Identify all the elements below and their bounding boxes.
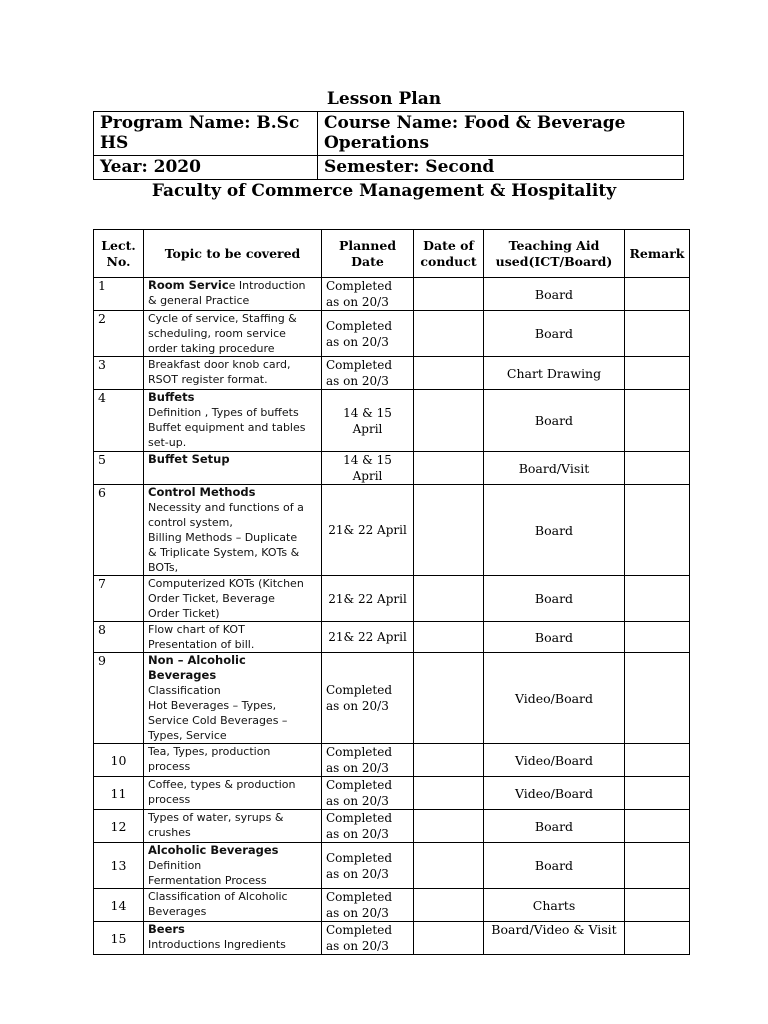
remark [625, 922, 690, 955]
topic-line [148, 668, 317, 683]
remark [625, 622, 690, 653]
planned-date: Completed as on 20/3 [322, 278, 414, 311]
topic-text: set-up. [148, 436, 187, 449]
planned-date: Completed as on 20/3 [322, 311, 414, 357]
topic-line [148, 576, 317, 591]
topic-line [148, 341, 317, 356]
teaching-aid: Board [484, 311, 625, 357]
topic-line [148, 420, 317, 435]
date-of-conduct [414, 278, 484, 311]
semester: Semester: Second [318, 156, 684, 180]
topic-line [148, 843, 317, 858]
remark [625, 653, 690, 744]
topic-text: Hot Beverages – Types, [148, 699, 277, 712]
planned-date: Completed as on 20/3 [322, 810, 414, 843]
topic-line [148, 515, 317, 530]
table-row [94, 357, 690, 390]
topic-line [148, 311, 317, 326]
teaching-aid: Board [484, 390, 625, 452]
teaching-aid: Board [484, 810, 625, 843]
topic-line [148, 372, 317, 387]
topic-text: RSOT register format. [148, 373, 268, 386]
topic-text: Types of water, syrups & [148, 811, 284, 824]
teaching-aid: Board [484, 843, 625, 889]
date-of-conduct [414, 810, 484, 843]
topic-text: Billing Methods – Duplicate [148, 531, 298, 544]
topic-line [148, 452, 317, 467]
topic-text: Introductions Ingredients [148, 938, 286, 951]
topic-line [148, 792, 317, 807]
document-title: Lesson Plan [326, 89, 442, 109]
lecture-number: 10 [94, 744, 144, 777]
remark [625, 576, 690, 622]
topic-text: order taking procedure [148, 342, 275, 355]
topic-line [148, 485, 317, 500]
remark [625, 485, 690, 576]
topic-cell [144, 622, 322, 653]
teaching-aid: Board/Video & Visit [484, 922, 625, 955]
topic-line [148, 653, 317, 668]
topic-cell [144, 576, 322, 622]
topic-text: control system, [148, 516, 233, 529]
topic-cell [144, 922, 322, 955]
topic-heading: Alcoholic Beverages [148, 843, 279, 857]
topic-line [148, 637, 317, 652]
topic-cell [144, 744, 322, 777]
teaching-aid: Board [484, 485, 625, 576]
teaching-aid: Video/Board [484, 653, 625, 744]
topic-text: Buffet equipment and tables [148, 421, 306, 434]
lecture-number: 5 [94, 452, 144, 485]
topic-line [148, 622, 317, 637]
table-row [94, 576, 690, 622]
topic-line [148, 435, 317, 450]
lecture-number: 13 [94, 843, 144, 889]
topic-text: crushes [148, 826, 191, 839]
lecture-number: 7 [94, 576, 144, 622]
planned-date: 21& 22 April [322, 622, 414, 653]
topic-line [148, 858, 317, 873]
topic-text: Coffee, types & production [148, 778, 296, 791]
topic-cell [144, 390, 322, 452]
topic-heading: Room Servic [148, 278, 229, 292]
table-row [94, 810, 690, 843]
lecture-number: 1 [94, 278, 144, 311]
topic-text: Cycle of service, Staffing & [148, 312, 297, 325]
col-topic: Topic to be covered [144, 230, 322, 278]
planned-date: 14 & 15 April [322, 390, 414, 452]
date-of-conduct [414, 889, 484, 922]
teaching-aid: Board [484, 278, 625, 311]
table-row [94, 311, 690, 357]
table-row [94, 622, 690, 653]
topic-text: Types, Service [148, 729, 227, 742]
topic-line [148, 530, 317, 545]
planned-date: Completed as on 20/3 [322, 889, 414, 922]
lecture-number: 11 [94, 777, 144, 810]
col-teaching-aid: Teaching Aid used(ICT/Board) [484, 230, 625, 278]
topic-text: Order Ticket, Beverage [148, 592, 275, 605]
planned-date: Completed as on 20/3 [322, 777, 414, 810]
teaching-aid: Video/Board [484, 777, 625, 810]
date-of-conduct [414, 843, 484, 889]
topic-line [148, 683, 317, 698]
topic-text: scheduling, room service [148, 327, 286, 340]
teaching-aid: Board [484, 622, 625, 653]
planned-date: Completed as on 20/3 [322, 922, 414, 955]
topic-line [148, 759, 317, 774]
topic-text: Fermentation Process [148, 874, 267, 887]
lecture-number: 15 [94, 922, 144, 955]
col-lect-no: Lect. No. [94, 230, 144, 278]
topic-line [148, 698, 317, 713]
lecture-number: 8 [94, 622, 144, 653]
course-name: Course Name: Food & Beverage Operations [318, 112, 684, 156]
teaching-aid: Board/Visit [484, 452, 625, 485]
topic-line [148, 545, 317, 560]
topic-text: Order Ticket) [148, 607, 220, 620]
topic-heading: Buffet Setup [148, 452, 230, 466]
remark [625, 777, 690, 810]
table-row [94, 777, 690, 810]
year: Year: 2020 [94, 156, 318, 180]
table-row [94, 452, 690, 485]
col-remark: Remark [625, 230, 690, 278]
remark [625, 843, 690, 889]
topic-heading: Control Methods [148, 485, 256, 499]
remark [625, 357, 690, 390]
table-row [94, 744, 690, 777]
lecture-number: 4 [94, 390, 144, 452]
date-of-conduct [414, 777, 484, 810]
topic-text: Service Cold Beverages – [148, 714, 288, 727]
topic-line [148, 357, 317, 372]
topic-line [148, 937, 317, 952]
lecture-number: 9 [94, 653, 144, 744]
remark [625, 278, 690, 311]
topic-line [148, 889, 317, 904]
topic-text: & Triplicate System, KOTs & [148, 546, 300, 559]
date-of-conduct [414, 653, 484, 744]
topic-cell [144, 889, 322, 922]
teaching-aid: Charts [484, 889, 625, 922]
planned-date: Completed as on 20/3 [322, 744, 414, 777]
topic-heading: Non – Alcoholic [148, 653, 246, 667]
topic-text: process [148, 793, 191, 806]
lesson-rows [94, 278, 690, 955]
planned-date: Completed as on 20/3 [322, 843, 414, 889]
topic-line [148, 500, 317, 515]
planned-date: 21& 22 April [322, 485, 414, 576]
topic-cell [144, 278, 322, 311]
topic-line [148, 728, 317, 743]
topic-heading: Beverages [148, 668, 217, 682]
topic-line [148, 293, 317, 308]
date-of-conduct [414, 622, 484, 653]
table-row [94, 843, 690, 889]
program-name: Program Name: B.Sc HS [94, 112, 318, 156]
topic-line [148, 278, 317, 293]
topic-text: process [148, 760, 191, 773]
topic-line [148, 390, 317, 405]
teaching-aid: Board [484, 576, 625, 622]
topic-text: Tea, Types, production [148, 745, 271, 758]
topic-line [148, 777, 317, 792]
topic-cell [144, 311, 322, 357]
topic-line [148, 810, 317, 825]
topic-text: Computerized KOTs (Kitchen [148, 577, 304, 590]
program-header-table [93, 111, 684, 180]
faculty-name: Faculty of Commerce Management & Hospitality [151, 181, 617, 201]
planned-date: Completed as on 20/3 [322, 357, 414, 390]
date-of-conduct [414, 576, 484, 622]
table-row [94, 278, 690, 311]
topic-line [148, 591, 317, 606]
lesson-plan-table [93, 229, 690, 955]
topic-cell [144, 843, 322, 889]
topic-text: Breakfast door knob card, [148, 358, 291, 371]
table-row [94, 653, 690, 744]
topic-line [148, 713, 317, 728]
planned-date: Completed as on 20/3 [322, 653, 414, 744]
topic-line [148, 873, 317, 888]
topic-line [148, 560, 317, 575]
col-planned-date: Planned Date [322, 230, 414, 278]
topic-text: Presentation of bill. [148, 638, 255, 651]
remark [625, 810, 690, 843]
topic-text: Definition , Types of buffets [148, 406, 299, 419]
remark [625, 311, 690, 357]
table-row [94, 390, 690, 452]
date-of-conduct [414, 452, 484, 485]
date-of-conduct [414, 357, 484, 390]
table-row [94, 485, 690, 576]
date-of-conduct [414, 744, 484, 777]
topic-text: Beverages [148, 905, 207, 918]
topic-heading: Buffets [148, 390, 195, 404]
lecture-number: 14 [94, 889, 144, 922]
topic-cell [144, 810, 322, 843]
table-row [94, 889, 690, 922]
topic-line [148, 326, 317, 341]
topic-text: BOTs, [148, 561, 179, 574]
date-of-conduct [414, 390, 484, 452]
teaching-aid: Video/Board [484, 744, 625, 777]
topic-cell [144, 653, 322, 744]
topic-line [148, 825, 317, 840]
topic-cell [144, 452, 322, 485]
topic-line [148, 922, 317, 937]
planned-date: 21& 22 April [322, 576, 414, 622]
topic-text: Necessity and functions of a [148, 501, 304, 514]
topic-heading: Beers [148, 922, 185, 936]
topic-text: e Introduction [228, 279, 306, 292]
remark [625, 889, 690, 922]
topic-line [148, 744, 317, 759]
topic-text: & general Practice [148, 294, 250, 307]
topic-cell [144, 357, 322, 390]
topic-text: Definition [148, 859, 202, 872]
remark [625, 390, 690, 452]
col-date-of-conduct: Date of conduct [414, 230, 484, 278]
topic-line [148, 405, 317, 420]
lecture-number: 6 [94, 485, 144, 576]
lecture-number: 12 [94, 810, 144, 843]
topic-text: Classification of Alcoholic [148, 890, 288, 903]
topic-cell [144, 485, 322, 576]
lecture-number: 3 [94, 357, 144, 390]
topic-cell [144, 777, 322, 810]
topic-text: Flow chart of KOT [148, 623, 245, 636]
remark [625, 452, 690, 485]
remark [625, 744, 690, 777]
date-of-conduct [414, 485, 484, 576]
topic-line [148, 904, 317, 919]
planned-date: 14 & 15 April [322, 452, 414, 485]
table-row [94, 922, 690, 955]
lecture-number: 2 [94, 311, 144, 357]
date-of-conduct [414, 922, 484, 955]
teaching-aid: Chart Drawing [484, 357, 625, 390]
topic-text: Classification [148, 684, 221, 697]
topic-line [148, 606, 317, 621]
date-of-conduct [414, 311, 484, 357]
